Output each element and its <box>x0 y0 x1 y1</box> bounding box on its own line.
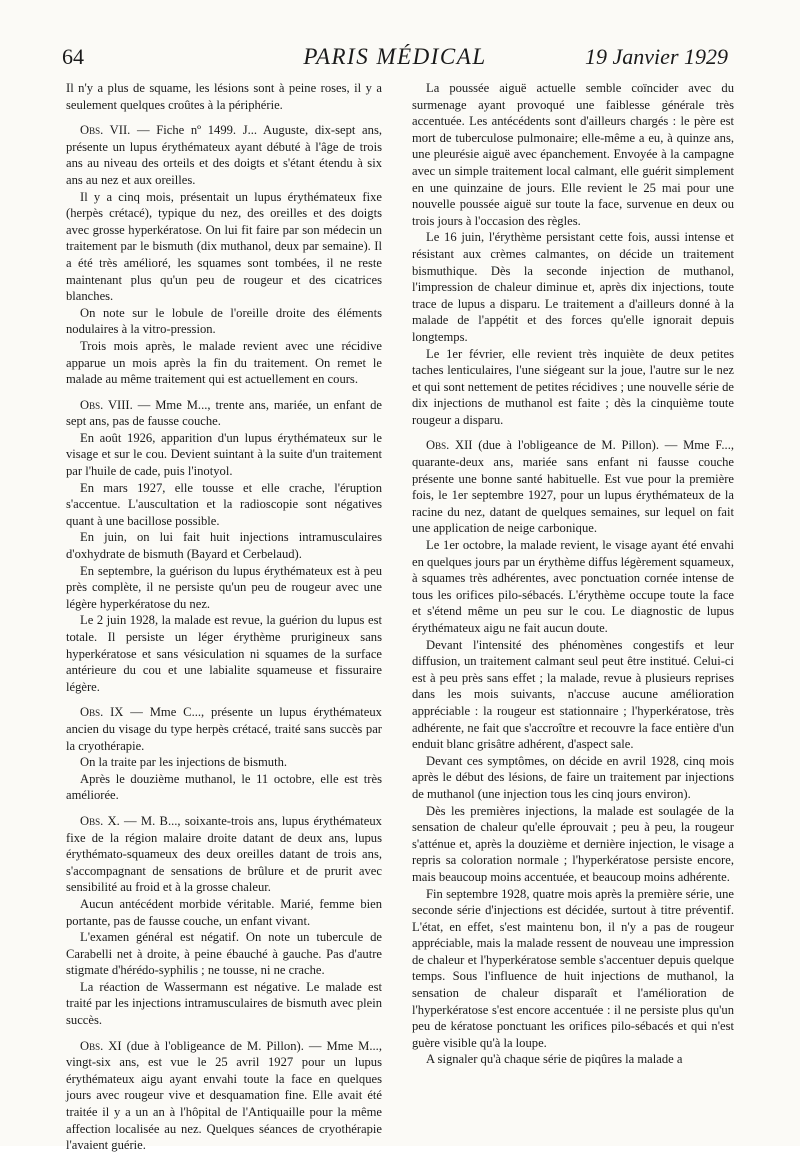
paragraph-text: Le 1er février, elle revient très inquiète de deux petites taches lenticulaires, l'une siégeant sur la joue, l'autre sur le nez et qui sont nettement de petites récidives ; une nouvelle série de dix injections de muthanol est faite ; dès la cinquième toute rougeur a disparu. <box>412 346 734 427</box>
issue-date: 19 Janvier 1929 <box>585 44 728 69</box>
paragraph-text: Le 1er octobre, la malade revient, le visage ayant été envahi en quelques jours par un érythème diffus légèrement squameux, à squames très adhérentes, avec ponctuation cornée intense de tous les orifices pilo-sébacés. L'érythème occupe toute la face et s'étend même un peu sur le cou. Le diagnostic de lupus érythémateux aigu ne fait aucun doute. <box>412 538 734 635</box>
paragraph-text: La poussée aiguë actuelle semble coïncider avec du surmenage ayant provoqué une faiblesse générale très accentuée. Les antécédents sont d'ailleurs chargés : le père est mort de tuberculose pulmonaire; elle-même a eu, à quinze ans, une pleurésie aiguë avec épanchement. Envoyée à la campagne avec un simple traitement local calmant, elle guérit simplement en une quinzaine de jours. Elle revient le 25 mai pour une nouvelle poussée aiguë sur toute la face, survenue en deux ou trois jours à l'occasion des règles. <box>412 81 734 228</box>
paragraph-text: Il y a cinq mois, présentait un lupus érythémateux fixe (herpès crétacé), typique du nez, des oreilles et des doigts avec grosse hyperkératose. On lui fit faire par son médecin un traitement par le bismuth (dix muthanol, deux par semaine). Il a été très amélioré, les squames sont tombées, il ne reste maintenant plus qu'un peu de rougeur et des cicatrices blanches. <box>66 189 382 304</box>
observation-label: Obs. X. <box>80 813 120 828</box>
paragraph <box>66 813 382 896</box>
paragraph-text: (due à l'obligeance de M. Pillon). — Mme M..., vingt-six ans, est vue le 25 avril 1927 pour un lupus érythémateux aigu ayant envahi toute la face en quelques jours avec rougeur vive et desquamation fine. Elle avait été traitée il y a un an à l'hôpital de l'Antiquaille pour la même affection localisée au nez. Quelques séances de cryothérapie l'avaient guérie. <box>66 1038 382 1153</box>
paragraph <box>66 771 382 804</box>
paragraph <box>412 886 734 1052</box>
paragraph-text: L'examen général est négatif. On note un tubercule de Carabelli net à droite, à peine ébauché à gauche. Pas d'autre stigmate d'hérédo-syphilis ; ne tousse, ni ne crache. <box>66 930 382 978</box>
paragraph-text: — Fiche nº 1499. J... Auguste, dix-sept ans, présente un lupus érythémateux ayant débuté à l'âge de trois ans au niveau des orteils et des doigts et s'étant étendu à six ans au nez et aux oreilles. <box>66 123 382 187</box>
right-column <box>412 80 734 1068</box>
paragraph-text: Trois mois après, le malade revient avec une récidive apparue un mois après la fin du traitement. On remet le malade au même traitement qui est actuellement en cours. <box>66 338 382 387</box>
paragraph <box>66 122 382 188</box>
paragraph-text: Le 2 juin 1928, la malade est revue, la guérion du lupus est totale. Il persiste un léger érythème prurigineux sans hyperkératose et sans vésiculation ni squames de la surface antérieure du cou et une labialite squameuse et fissuraire légère. <box>66 613 382 694</box>
paragraph <box>66 1038 382 1154</box>
paragraph-text: Il n'y a plus de squame, les lésions sont à peine roses, il y a seulement quelques croûtes à la périphérie. <box>66 81 382 112</box>
paragraph <box>412 346 734 429</box>
paragraph <box>412 80 734 229</box>
paragraph-text: Après le douzième muthanol, le 11 octobre, elle est très améliorée. <box>66 771 382 803</box>
paragraph-text: On note sur le lobule de l'oreille droite des éléments nodulaires à la vitro-pression. <box>66 305 382 337</box>
paragraph-text: — Mme M..., trente ans, mariée, un enfant de sept ans, pas de fausse couche. <box>66 397 383 429</box>
paragraph-text: (due à l'obligeance de M. Pillon). — Mme F..., quarante-deux ans, mariée sans enfant ni fausse couche présente une bonne santé habituelle. Est vue pour la première fois, le 1er septembre 1927, pour un lupus érythémateux de la racine du nez, datant de quelques semaines, sur lequel on fait une application de neige carbonique. <box>412 438 734 536</box>
paragraph-text: La réaction de Wassermann est négative. Le malade est traité par les injections intramusculaires de bismuth avec plein succès. <box>66 979 382 1028</box>
paragraph-text: En août 1926, apparition d'un lupus érythémateux sur le visage et sur le cou. Devient suintant à la suite d'un traitement par l'huile de cade, puis l'inotyol. <box>66 430 382 479</box>
observation-label: Obs. VIII. <box>80 397 133 412</box>
paragraph <box>66 338 382 388</box>
observation-label: Obs. XI <box>80 1038 122 1053</box>
observation-label: Obs. XII <box>426 438 473 453</box>
paragraph-text: En septembre, la guérison du lupus érythémateux est à peu près complète, il ne persiste qu'un peu de rougeur avec une légère hyperkératose du nez. <box>66 563 382 611</box>
paragraph-text: Fin septembre 1928, quatre mois après la première série, une seconde série d'injections est décidée, surtout à titre préventif. L'état, en effet, s'est maintenu bon, il n'y a pas de rougeur appréciable, mais la malade ressent de nouveau une impression de chaleur et l'hyperkératose semble s'accentuer depuis quelque temps. Sous l'influence de huit injections de muthanol, la sensation de chaleur disparaît et l'amélioration de l'hyperkératose s'est encore accentuée : il ne persiste plus qu'un peu de kératose ponctuant les orifices pilo-sébacés et qui n'est guère visible qu'à la loupe. <box>412 886 734 1050</box>
paragraph <box>66 979 382 1029</box>
paragraph-text: Aucun antécédent morbide véritable. Marié, femme bien portante, pas de fausse couche, un enfant vivant. <box>66 896 382 928</box>
page-header <box>62 44 728 78</box>
paragraph <box>412 1051 734 1068</box>
paragraph <box>412 753 734 803</box>
paragraph-text: Devant ces symptômes, on décide en avril 1928, cinq mois après le début des lésions, de faire un traitement par injections de muthanol (une injection tous les cinq jours environ). <box>412 753 734 801</box>
paragraph-text: On la traite par les injections de bismuth. <box>80 755 288 770</box>
paragraph-text: — M. B..., soixante-trois ans, lupus érythémateux fixe de la région malaire droite datant de deux ans, lupus érythémato-squameux des deux oreilles datant de trois ans, s'accompagnant de sensations de brûlure et de prurit avec sensibilité au froid et à la grosse chaleur. <box>66 813 382 895</box>
paragraph-text: — Mme C..., présente un lupus érythémateux ancien du visage du type herpès crétacé, traité sans succès par la cryothérapie. <box>66 705 382 753</box>
paragraph <box>66 896 382 929</box>
page-number: 64 <box>62 44 84 69</box>
paragraph <box>412 229 734 345</box>
paragraph <box>66 305 382 338</box>
journal-title: PARIS MÉDICAL <box>303 44 487 69</box>
paragraph <box>66 612 382 695</box>
paragraph <box>412 637 734 753</box>
paragraph <box>66 704 382 754</box>
paragraph-text: En mars 1927, elle tousse et elle crache, l'éruption s'accentue. L'auscultation et la radioscopie sont négatives quant à une bacillose possible. <box>66 480 382 528</box>
paragraph <box>66 189 382 305</box>
paragraph-text: Dès les premières injections, la malade est soulagée de la sensation de chaleur qu'elle éprouvait ; peu à peu, la rougeur s'atténue et, après la douzième et dernière injection, le visage a repris sa coloration normale ; l'hyperkératose persiste encore, mais beaucoup moins accentuée, et beaucoup moins adhérente. <box>412 803 734 884</box>
observation-label: Obs. VII. <box>80 123 131 138</box>
left-column <box>66 80 382 1154</box>
observation-label: Obs. IX <box>80 705 124 720</box>
paragraph <box>412 437 734 537</box>
paragraph <box>66 929 382 979</box>
paragraph <box>66 529 382 562</box>
paragraph-text: Devant l'intensité des phénomènes congestifs et leur diffusion, un traitement calmant seul peut être institué. Celui-ci est à peu près sans effet ; la malade, revue à plusieurs reprises dans les mois suivants, n'accuse aucune amélioration appréciable : la rougeur est stationnaire ; l'hyperkératose, très adhérente, ne fait que s'accroître et recouvre la face entière d'un enduit blanc grisâtre adhérent, d'aspect sale. <box>412 637 734 752</box>
paragraph <box>66 397 382 430</box>
paragraph-text: Le 16 juin, l'érythème persistant cette fois, aussi intense et résistant aux crèmes calmantes, on décide un traitement bismuthique. Dès la seconde injection de muthanol, l'impression de chaleur diminue et, après dix injections, toute trace de lupus a disparu. Le traitement a d'ailleurs donné à la malade de l'appétit et des forces qu'elle ignorait depuis longtemps. <box>412 230 734 344</box>
paragraph <box>66 430 382 480</box>
paragraph <box>66 480 382 530</box>
paragraph <box>412 803 734 886</box>
paragraph-text: En juin, on lui fait huit injections intramusculaires d'oxhydrate de bismuth (Bayard et Cerbelaud). <box>66 530 382 562</box>
paragraph <box>66 754 382 771</box>
paragraph <box>412 537 734 637</box>
paragraph <box>66 80 382 113</box>
paragraph-text: A signaler qu'à chaque série de piqûres la malade a <box>426 1052 683 1067</box>
paragraph <box>66 563 382 613</box>
